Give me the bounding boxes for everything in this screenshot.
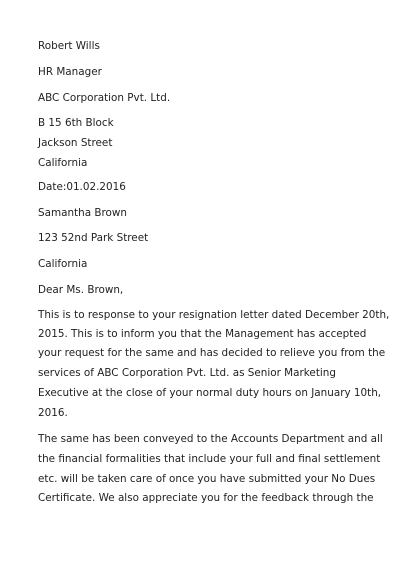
- recipient-name: Samantha Brown: [38, 207, 127, 219]
- body-line: etc. will be taken care of once you have submitted your No Dues: [38, 473, 376, 485]
- salutation: Dear Ms. Brown,: [38, 284, 124, 296]
- sender-name: Robert Wills: [38, 40, 100, 52]
- recipient-address-line: 123 52nd Park Street: [38, 232, 149, 244]
- body-line: the financial formalities that include your full and final settlement: [38, 453, 381, 465]
- sender-title: HR Manager: [38, 66, 102, 78]
- body-line: 2016.: [38, 407, 68, 419]
- sender-address-line: California: [38, 157, 88, 169]
- recipient-address-line: California: [38, 258, 88, 270]
- body-line: your request for the same and has decided to relieve you from the: [38, 347, 386, 359]
- body-line: 2015. This is to inform you that the Management has accepted: [38, 328, 367, 340]
- sender-address-line: B 15 6th Block: [38, 117, 114, 129]
- sender-company: ABC Corporation Pvt. Ltd.: [38, 92, 171, 104]
- body-line: The same has been conveyed to the Accounts Department and all: [38, 433, 383, 445]
- sender-address-line: Jackson Street: [38, 137, 113, 149]
- body-line: Executive at the close of your normal duty hours on January 10th,: [38, 387, 382, 399]
- body-line: This is to response to your resignation letter dated December 20th,: [38, 309, 390, 321]
- body-line: Certificate. We also appreciate you for the feedback through the: [38, 492, 374, 504]
- body-line: services of ABC Corporation Pvt. Ltd. as Senior Marketing: [38, 367, 336, 379]
- letter-date: Date:01.02.2016: [38, 181, 126, 193]
